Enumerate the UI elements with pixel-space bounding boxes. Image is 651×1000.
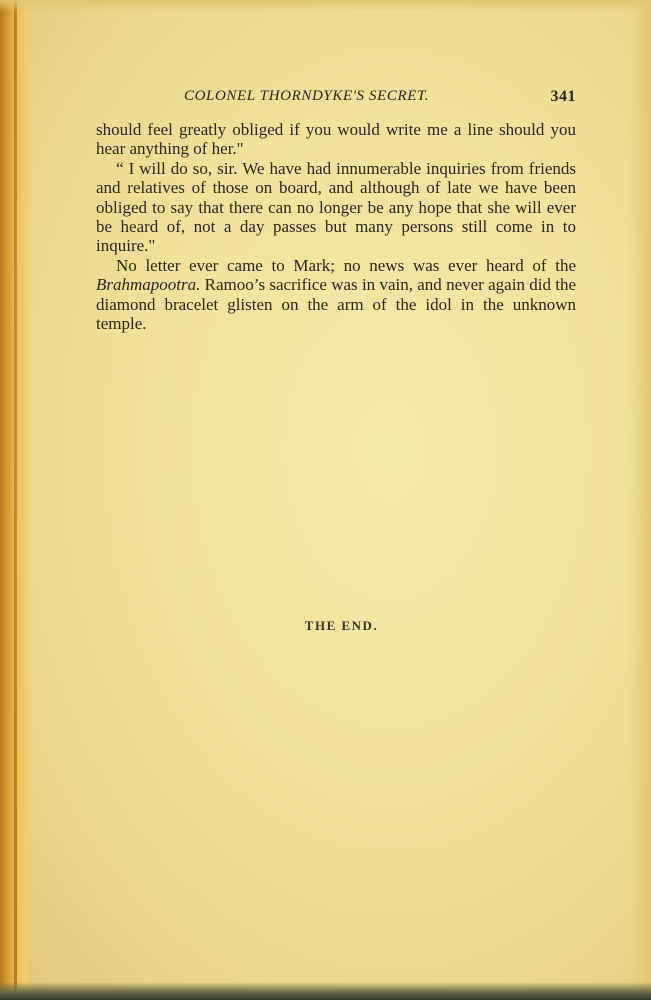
paragraph-3-text-b: Ramoo’s sacrifice was in vain, and never again did the diamond bracelet glisten on the arm of the idol in the unknown temple. [96,275,576,334]
top-page-edge [0,0,651,12]
paragraph-1: should feel greatly obliged if you would write me a line should you hear anything of her." [96,120,576,159]
binding-shadow [14,0,17,1000]
body-text [96,120,576,333]
running-head [96,88,576,110]
running-title: COLONEL THORNDYKE'S SECRET. [184,88,430,104]
page-gutter [0,0,34,1000]
ship-name: Brahmapootra. [96,275,201,295]
paragraph-2: “ I will do so, sir. We have had innumerable inquiries from friends and relatives of those on board, and although of late we have been obliged to say that there can no longer be any hope that she will ever be heard of, not a day passes but many persons still come in to inquire." [96,158,576,256]
bottom-page-edge [0,982,651,1000]
page-number: 341 [550,88,576,105]
right-page-edge [629,0,651,1000]
the-end: THE END. [304,618,379,633]
paragraph-3 [96,256,576,334]
paragraph-3-text-a: No letter ever came to Mark; no news was ever heard of the [116,255,576,275]
